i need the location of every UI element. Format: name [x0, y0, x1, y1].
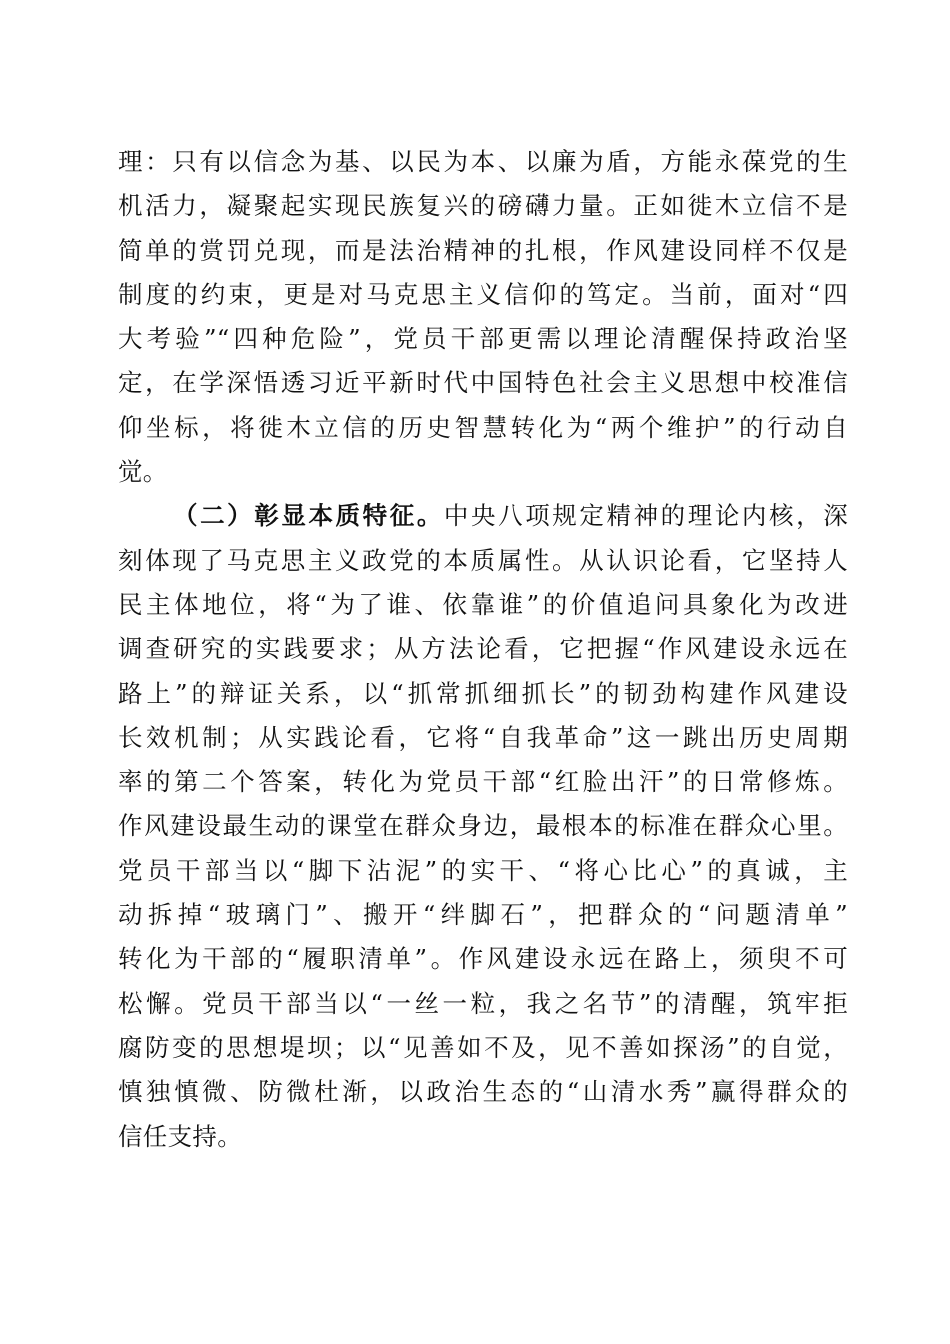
paragraph2-line-5: 路上”的辩证关系，以“抓常抓细抓长”的韧劲构建作风建设 — [118, 678, 848, 708]
paragraph2-line-10: 动拆掉“玻璃门”、搬开“绊脚石”，把群众的“问题清单” — [118, 900, 848, 930]
section-heading: （二）彰显本质特征。 — [173, 501, 444, 531]
paragraph1-line-4: 制度的约束，更是对马克思主义信仰的笃定。当前，面对“四 — [118, 279, 848, 309]
paragraph2-line-12: 松懈。党员干部当以“一丝一粒，我之名节”的清醒，筑牢拒 — [118, 988, 848, 1018]
paragraph1-line-1: 理：只有以信念为基、以民为本、以廉为盾，方能永葆党的生 — [118, 147, 848, 176]
paragraph2-line-15: 信任支持。 — [118, 1121, 242, 1151]
paragraph1-line-6: 定，在学深悟透习近平新时代中国特色社会主义思想中校准信 — [118, 368, 848, 398]
paragraph2-line-2: 刻体现了马克思主义政党的本质属性。从认识论看，它坚持人 — [118, 545, 848, 575]
paragraph2-line-6: 长效机制；从实践论看，它将“自我革命”这一跳出历史周期 — [118, 722, 848, 752]
paragraph2-line-9: 党员干部当以“脚下沾泥”的实干、“将心比心”的真诚，主 — [118, 855, 848, 885]
document-body — [118, 140, 848, 1159]
paragraph2-line-1-text: 中央八项规定精神的理论内核，深 — [443, 501, 849, 531]
paragraph1-line-3: 简单的赏罚兑现，而是法治精神的扎根，作风建设同样不仅是 — [118, 235, 848, 265]
paragraph2-line-13: 腐防变的思想堤坝；以“见善如不及，见不善如探汤”的自觉， — [118, 1032, 848, 1062]
paragraph1-line-7: 仰坐标，将徙木立信的历史智慧转化为“两个维护”的行动自 — [118, 412, 848, 442]
paragraph2-line-11: 转化为干部的“履职清单”。作风建设永远在路上，须臾不可 — [118, 944, 848, 974]
paragraph1-line-8: 觉。 — [118, 457, 168, 487]
paragraph2-line-4: 调查研究的实践要求；从方法论看，它把握“作风建设永远在 — [118, 634, 848, 664]
paragraph2-line-3: 民主体地位，将“为了谁、依靠谁”的价值追问具象化为改进 — [118, 589, 848, 619]
paragraph2-line-8: 作风建设最生动的课堂在群众身边，最根本的标准在群众心里。 — [118, 811, 848, 841]
paragraph2-line-14: 慎独慎微、防微杜渐，以政治生态的“山清水秀”赢得群众的 — [118, 1077, 848, 1107]
paragraph1-line-5: 大考验”“四种危险”，党员干部更需以理论清醒保持政治坚 — [118, 324, 848, 354]
paragraph1-line-2: 机活力，凝聚起实现民族复兴的磅礴力量。正如徙木立信不是 — [118, 191, 848, 221]
paragraph2-line-7: 率的第二个答案，转化为党员干部“红脸出汗”的日常修炼。 — [118, 767, 848, 797]
paragraph2-line-1 — [118, 494, 848, 538]
